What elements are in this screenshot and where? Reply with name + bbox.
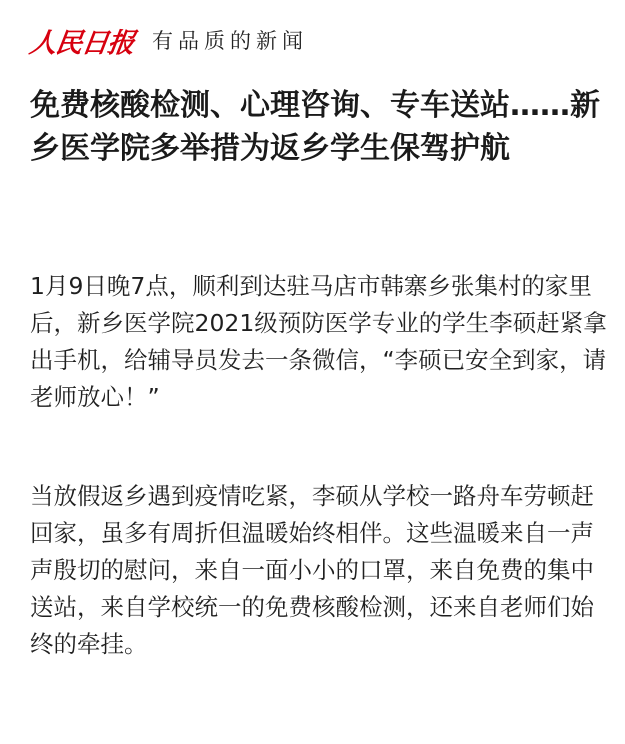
masthead-tagline: 有品质的新闻 (152, 29, 308, 53)
people-daily-logo[interactable]: 人民日报 (27, 27, 136, 59)
masthead (27, 18, 308, 62)
article-paragraph-2: 当放假返乡遇到疫情吃紧，李硕从学校一路舟车劳顿赶回家，虽多有周折但温暖始终相伴。这些温暖来自一声声殷切的慰问，来自一面小小的口罩，来自免费的集中送站，来自学校统一的免费核酸检测，还来自老师们始终的牵挂。 (30, 482, 594, 658)
article-title: 免费核酸检测、心理咨询、专车送站……新乡医学院多举措为返乡学生保驾护航 (30, 88, 600, 166)
article-paragraph-1: 1月9日晚7点，顺利到达驻马店市韩寨乡张集村的家里后，新乡医学院2021级预防医学专业的学生李硕赶紧拿出手机，给辅导员发去一条微信，“李硕已安全到家，请老师放心！” (30, 272, 607, 411)
